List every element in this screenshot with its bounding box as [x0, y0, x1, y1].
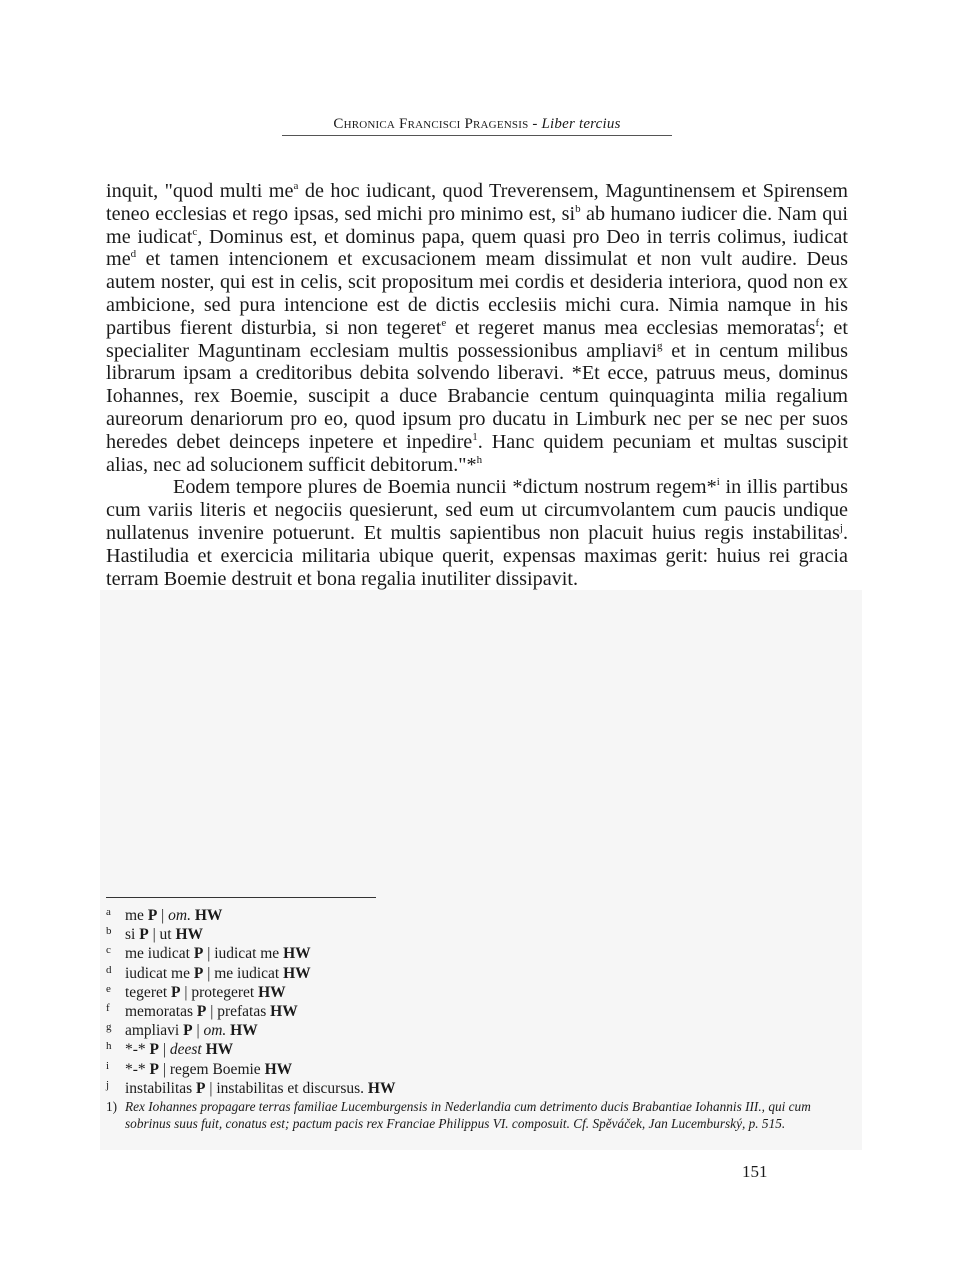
footnote-marker: j [839, 521, 843, 534]
siglum: P [171, 983, 181, 1001]
apparatus-reading [125, 1002, 298, 1021]
siglum: HW [270, 1003, 298, 1021]
apparatus-text: | prefatas [206, 1003, 271, 1021]
siglum: HW [367, 1079, 396, 1097]
footnote-rule [106, 897, 376, 898]
apparatus-entry [106, 964, 846, 983]
apparatus-text: | [157, 907, 169, 924]
critical-apparatus [106, 906, 846, 1098]
siglum: P [139, 926, 149, 944]
apparatus-entry [106, 1060, 846, 1079]
apparatus-reading [125, 1040, 233, 1059]
paragraph-1-text: ab humano iudicer die. Nam qui me iudicat [106, 202, 848, 248]
siglum: P [149, 1060, 160, 1078]
siglum: HW [258, 983, 286, 1001]
apparatus-key: b [106, 925, 112, 938]
paragraph-1-text: et in centum milibus librarum ipsam a creditoribus debita solvendo liberavi. *Et ecce, patruus meus, dominus Iohannes, rex Boemie, suscipit a duce Brabancie centum quinquaginta milia regalium aureorum denariorum pro eo, quod ipsum pro ducatu in Limburk nec per se nec per suos heredes debet deinceps inpetere et inpedire [106, 339, 849, 453]
paragraph-1-text: ; et specialiter Maguntinam ecclesiam multis possessionibus ampliavi [106, 316, 848, 362]
siglum: HW [194, 907, 223, 924]
apparatus-text: *-* [125, 1060, 150, 1078]
siglum: HW [205, 1041, 234, 1059]
apparatus-entry [106, 1002, 846, 1021]
paragraph-1-text: de hoc iudicant, quod Treverensem, Maguntinensem et Spirensem teneo ecclesias et rego ipsas, sed michi pro minimo est, si [106, 180, 849, 225]
apparatus-entry [106, 925, 846, 944]
apparatus-reading [125, 944, 311, 963]
apparatus-text: | [192, 1022, 204, 1040]
apparatus-entry [106, 983, 846, 1002]
apparatus-reading [125, 964, 311, 983]
paragraph-1 [106, 180, 848, 476]
apparatus-note: om. [168, 907, 191, 924]
apparatus-text: instabilitas [125, 1079, 197, 1097]
paragraph-2-text: in illis partibus cum variis literis et negociis quesierunt, sed eum ut circumvolantem cum paucis undique nullatenus invenire potuerunt. Et multis sapientibus non placuit huius regis instabilitas [106, 476, 848, 544]
footnote-marker: 1 [472, 430, 478, 443]
apparatus-text: me [125, 907, 148, 924]
siglum: HW [230, 1022, 258, 1040]
siglum: P [196, 1079, 206, 1097]
apparatus-text: | protegeret [180, 983, 259, 1001]
running-head [282, 116, 672, 136]
apparatus-reading [125, 1021, 258, 1040]
apparatus-text: | ut [148, 926, 176, 944]
apparatus-key: a [106, 906, 111, 918]
apparatus-entry [106, 906, 846, 925]
paragraph-2-text: . Hastiludia et exercicia militaria ubique querit, expensas maximas gerit: huius rei gracia terram Boemie destruit et bona regalia inutiliter dissipavit. [106, 521, 848, 590]
paragraph-1-text: inquit, "quod multi me [106, 180, 294, 202]
paragraph-1-text: , Dominus est, et dominus papa, quem quasi pro Deo in terris colimus, iudicat me [106, 225, 848, 271]
apparatus-text: ampliavi [125, 1022, 184, 1040]
apparatus-key: h [106, 1040, 112, 1053]
siglum: HW [175, 926, 204, 944]
siglum: P [147, 907, 158, 924]
apparatus-key: g [106, 1021, 112, 1034]
note-number: 1) [106, 1099, 118, 1114]
footnote-marker: h [476, 453, 483, 466]
apparatus-entry [106, 1079, 846, 1098]
siglum: P [193, 964, 204, 982]
paragraph-1-text: et regeret manus mea ecclesias memoratas [446, 316, 816, 339]
apparatus-entry [106, 944, 846, 963]
apparatus-entry [106, 1021, 846, 1040]
apparatus-key: d [106, 963, 112, 976]
footnote-marker: g [656, 339, 663, 352]
siglum: P [149, 1041, 160, 1059]
apparatus-text: tegeret [125, 983, 172, 1001]
apparatus-key: e [106, 982, 111, 995]
paragraph-1-text: et tamen intencionem et excusacionem meam dissimulat et non vult audire. Deus autem noster, qui est in celis, scit propositum mei cordis et desideria interiora, quod non ex ambicione, sed pura intencione est de dictis ecclesiis michi cura. Nimia namque in his partibus fierent disturbia, si non tegeret [106, 248, 848, 339]
note-text: Rex Iohannes propagare terras familiae Lucemburgensis in Nederlandia cum detrimento ducis Brabantiae Iohannis III., qui cum sobrinus suus fuit, conatus est; pactum pacis rex Franciae Philippus VI. composuit. Cf. Spěváček, Jan Lucemburský, p. 515. [125, 1099, 811, 1131]
running-head-book: Liber tercius [541, 116, 621, 132]
siglum: P [193, 945, 204, 963]
footnote-marker: e [441, 316, 447, 329]
footnote-marker: c [192, 225, 198, 238]
apparatus-reading [125, 1079, 395, 1098]
apparatus-reading [125, 983, 286, 1002]
footnote-marker: a [293, 180, 299, 192]
page-number: 151 [742, 1162, 768, 1181]
footnote-marker: f [815, 316, 820, 329]
apparatus-text: | iudicat me [203, 945, 284, 963]
footnote-marker: i [716, 476, 720, 489]
apparatus-text: memoratas [125, 1003, 197, 1021]
apparatus-text: | regem Boemie [159, 1060, 265, 1078]
apparatus-note: deest [169, 1041, 202, 1059]
apparatus-key: i [106, 1059, 110, 1072]
apparatus-note: om. [203, 1022, 227, 1040]
running-head-separator: - [528, 116, 542, 132]
apparatus-key: f [106, 1002, 110, 1015]
apparatus-key: j [106, 1078, 110, 1091]
siglum: HW [283, 964, 311, 982]
apparatus-reading [125, 925, 203, 944]
apparatus-text: si [125, 926, 140, 944]
apparatus-key: c [106, 944, 111, 957]
apparatus-text: iudicat me [125, 964, 194, 982]
paragraph-2 [106, 476, 848, 590]
footnote-marker: b [575, 202, 581, 215]
apparatus-text: *-* [125, 1041, 150, 1059]
paragraph-2-text: Eodem tempore plures de Boemia nuncii *dictum nostrum regem* [173, 476, 717, 499]
apparatus-text: | instabilitas et discursus. [205, 1079, 368, 1097]
paragraph-1-text: . Hanc quidem pecuniam et multas suscipit alias, nec ad solucionem sufficit debitorum."* [106, 430, 848, 476]
historical-note [106, 1098, 846, 1132]
main-text [106, 180, 848, 590]
footnote-marker: d [130, 248, 137, 261]
apparatus-text: me iudicat [125, 945, 194, 963]
siglum: P [183, 1022, 193, 1040]
siglum: P [196, 1003, 207, 1021]
apparatus-entry [106, 1040, 846, 1059]
siglum: HW [264, 1060, 293, 1078]
apparatus-text: | [159, 1041, 170, 1059]
siglum: HW [283, 945, 311, 963]
apparatus-text: | me iudicat [203, 964, 284, 982]
running-head-title: Chronica Francisci Pragensis [333, 116, 529, 132]
apparatus-reading [125, 1060, 292, 1079]
apparatus-reading [125, 906, 222, 925]
